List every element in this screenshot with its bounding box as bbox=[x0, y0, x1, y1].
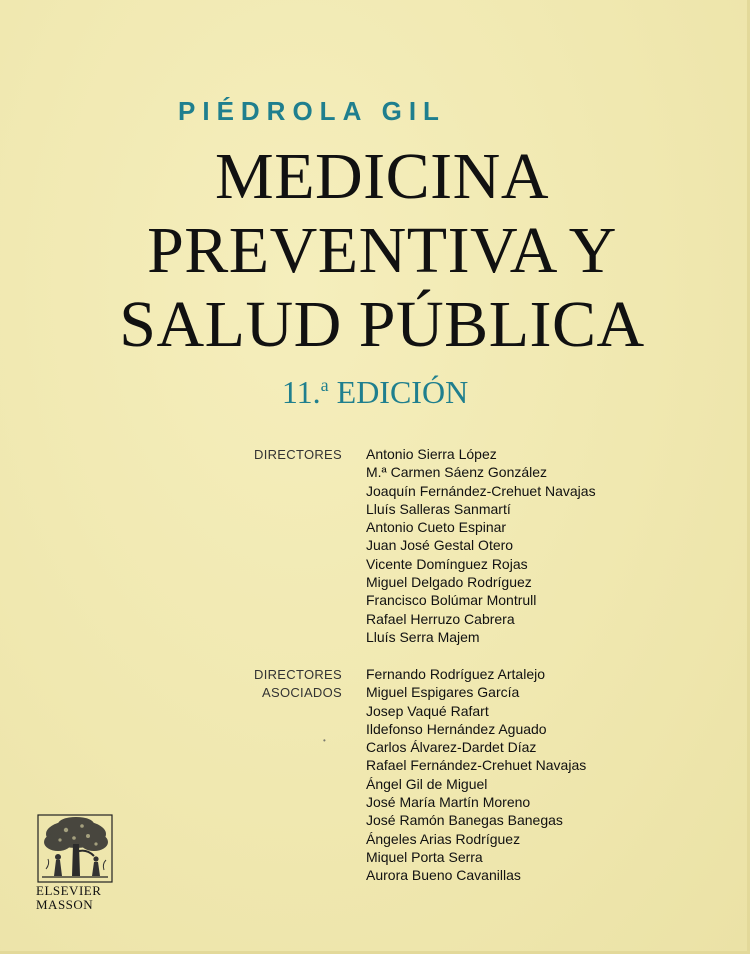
author-name: PIÉDROLA GIL bbox=[178, 96, 446, 126]
bullet-mark-icon: • bbox=[323, 736, 326, 745]
publisher-name-line-1: ELSEVIER bbox=[36, 883, 102, 898]
associate-director-name: Carlos Álvarez-Dardet Díaz bbox=[366, 739, 537, 756]
directors-list bbox=[366, 445, 596, 646]
associate-director-name: Aurora Bueno Cavanillas bbox=[366, 867, 521, 884]
book-title bbox=[72, 140, 692, 362]
director-name: Juan José Gestal Otero bbox=[366, 537, 514, 554]
publisher-name-line-2: MASSON bbox=[36, 897, 94, 912]
associate-director-name: Miquel Porta Serra bbox=[366, 848, 483, 865]
director-name: M.ª Carmen Sáenz González bbox=[366, 464, 548, 481]
edition-word: EDICIÓN bbox=[336, 374, 469, 410]
director-name: Lluís Serra Majem bbox=[366, 628, 480, 645]
associate-director-name: Rafael Fernández-Crehuet Navajas bbox=[366, 757, 587, 774]
director-name: Lluís Salleras Sanmartí bbox=[366, 500, 511, 517]
title-line-1: MEDICINA bbox=[215, 140, 549, 213]
associate-director-name: Ildefonso Hernández Aguado bbox=[366, 720, 547, 737]
associate-directors-list bbox=[366, 665, 586, 885]
director-name: Joaquín Fernández-Crehuet Navajas bbox=[366, 482, 596, 499]
edition-number: 11. bbox=[281, 374, 321, 410]
associate-role-line-1: DIRECTORES bbox=[254, 667, 342, 682]
associate-director-name: Ángel Gil de Miguel bbox=[366, 775, 488, 792]
director-name: Antonio Sierra López bbox=[366, 446, 497, 462]
director-name: Antonio Cueto Espinar bbox=[366, 519, 507, 536]
directors-role-label bbox=[200, 446, 342, 464]
director-name: Vicente Domínguez Rojas bbox=[366, 555, 528, 572]
associate-director-name: Ángeles Arias Rodríguez bbox=[366, 830, 521, 847]
associate-director-name: Miguel Espigares García bbox=[366, 684, 520, 701]
director-name: Francisco Bolúmar Montrull bbox=[366, 592, 537, 609]
associate-directors-role-label bbox=[200, 666, 342, 703]
associate-director-name: José María Martín Moreno bbox=[366, 794, 531, 811]
title-line-3: SALUD PÚBLICA bbox=[119, 288, 645, 361]
edition-ordinal: a bbox=[320, 375, 329, 395]
associate-role-line-2: ASOCIADOS bbox=[262, 685, 342, 701]
publisher-block bbox=[36, 814, 116, 912]
associate-director-name: Fernando Rodríguez Artalejo bbox=[366, 666, 545, 682]
director-name: Miguel Delgado Rodríguez bbox=[366, 574, 532, 591]
edition-label bbox=[225, 374, 525, 411]
directors-role-text: DIRECTORES bbox=[254, 447, 342, 462]
elsevier-tree-logo-icon bbox=[36, 814, 114, 884]
title-line-2: PREVENTIVA Y bbox=[147, 214, 617, 287]
director-name: Rafael Herruzo Cabrera bbox=[366, 610, 515, 627]
associate-director-name: José Ramón Banegas Banegas bbox=[366, 812, 563, 829]
associate-director-name: Josep Vaqué Rafart bbox=[366, 702, 489, 719]
